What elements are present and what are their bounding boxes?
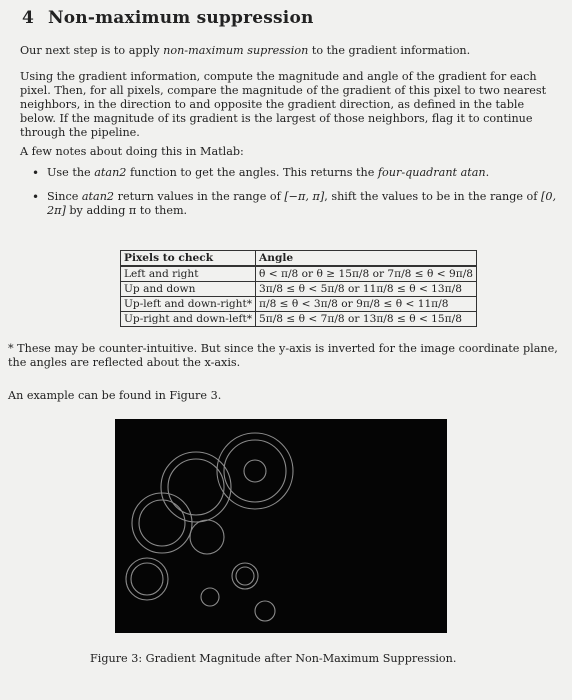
- bullet-emphasis: atan2: [81, 190, 115, 203]
- table-cell-angle: 5π/8 ≤ θ < 7π/8 or 13π/8 ≤ θ < 15π/8: [256, 312, 477, 327]
- bullet-text: return values in the range of: [114, 190, 285, 203]
- figure-reference: An example can be found in Figure 3.: [8, 389, 222, 402]
- table-row: [121, 266, 477, 282]
- table-cell-pixels: Up and down: [121, 282, 256, 297]
- math-range: [0, 2π]: [47, 190, 557, 217]
- table-cell-angle: 3π/8 ≤ θ < 5π/8 or 11π/8 ≤ θ < 13π/8: [256, 282, 477, 297]
- table-header-row: [121, 251, 477, 267]
- section-title: Non-maximum suppression: [48, 8, 314, 28]
- bullet-text: function to get the angles. This returns the: [126, 166, 378, 179]
- list-item: [30, 166, 558, 180]
- table-cell-pixels: Up-left and down-right*: [121, 297, 256, 312]
- table-header-angle: Angle: [256, 251, 477, 267]
- table-row: [121, 282, 477, 297]
- bullet-icon: •: [32, 166, 40, 180]
- table-header-pixels: Pixels to check: [121, 251, 256, 267]
- section-heading: [22, 8, 314, 28]
- bullet-text: Use the: [47, 166, 95, 179]
- bullet-icon: •: [32, 190, 40, 204]
- bullet-emphasis: atan2: [94, 166, 127, 179]
- table-cell-pixels: Up-right and down-left*: [121, 312, 256, 327]
- intro-emphasis: non-maximum supression: [163, 44, 309, 57]
- table-cell-angle: π/8 ≤ θ < 3π/8 or 9π/8 ≤ θ < 11π/8: [256, 297, 477, 312]
- table-row: [121, 297, 477, 312]
- intro-text-end: to the gradient information.: [308, 44, 471, 57]
- table-cell-angle: θ < π/8 or θ ≥ 15π/8 or 7π/8 ≤ θ < 9π/8: [256, 266, 477, 282]
- matlab-notes-heading: A few notes about doing this in Matlab:: [20, 145, 244, 158]
- intro-text-start: Our next step is to apply: [20, 44, 164, 57]
- table-cell-pixels: Left and right: [121, 266, 256, 282]
- math-range: [−π, π]: [284, 190, 325, 203]
- intro-paragraph: [20, 44, 558, 58]
- table-footnote: * These may be counter-intuitive. But since the y-axis is inverted for the image coordinate plane, the angles are reflected about the x-axis.: [8, 342, 558, 369]
- method-paragraph: Using the gradient information, compute the magnitude and angle of the gradient for each pixel. Then, for all pixels, compare the magnitude of the gradient of this pixel to two nearest neighbors, in the direction to and opposite the gradient direction, as defined in the table below. If the magnitude of its gradient is the largest of those neighbors, flag it to continue through the pipeline.: [20, 70, 547, 139]
- bullet-text: by adding π to them.: [65, 204, 188, 217]
- bullet-emphasis: four-quadrant atan: [377, 166, 486, 179]
- nms-edge-image: [115, 419, 447, 633]
- angle-table: [120, 250, 477, 327]
- figure-caption: Figure 3: Gradient Magnitude after Non-Maximum Suppression.: [90, 652, 457, 665]
- matlab-notes-list: [30, 166, 558, 228]
- section-number: 4: [22, 8, 35, 28]
- bullet-text: .: [485, 166, 490, 179]
- bullet-text: Since: [47, 190, 82, 203]
- figure-image: [115, 419, 447, 633]
- list-item: [30, 190, 558, 218]
- bullet-text: , shift the values to be in the range of: [324, 190, 541, 203]
- table-row: [121, 312, 477, 327]
